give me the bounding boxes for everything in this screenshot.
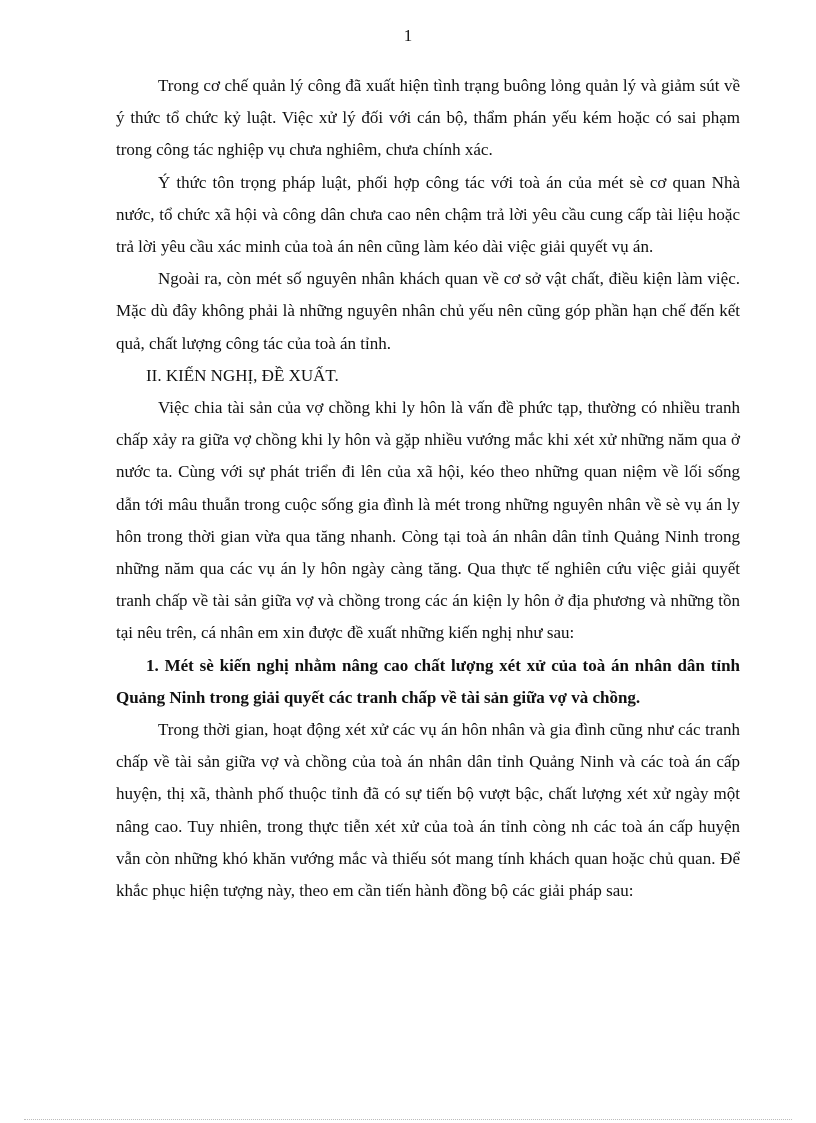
paragraph: Ngoài ra, còn mét số nguyên nhân khách quan về cơ sở vật chất, điều kiện làm việc. Mặc dù đây không phải là những nguyên nhân chủ yếu nên cũng góp phần hạn chế đến kết quả, chất lượng công tác của toà án tỉnh.	[116, 269, 740, 353]
paragraph: Ý thức tôn trọng pháp luật, phối hợp công tác với toà án của mét sè cơ quan Nhà nước, tổ chức xã hội và công dân chưa cao nên chậm trả lời yêu cầu cung cấp tài liệu hoặc trả lời yêu cầu xác minh của toà án nên cũng làm kéo dài việc giải quyết vụ án.	[116, 172, 740, 257]
page-number: 1	[403, 26, 413, 45]
section-heading: II. KIẾN NGHỊ, ĐỀ XUẤT.	[146, 365, 339, 385]
document-body	[116, 70, 740, 907]
paragraph: Trong thời gian, hoạt động xét xử các vụ án hôn nhân và gia đình cũng như các tranh chấp về tài sản giữa vợ và chồng của toà án nhân dân tỉnh Quảng Ninh và các toà án cấp huyện, thị xã, thành phố thuộc tỉnh đã có sự tiến bộ vượt bậc, chất lượng xét xử ngày một nâng cao. Tuy nhiên, trong thực tiễn xét xử của toà án tỉnh còng nh các toà án cấp huyện vẫn còn những khó khăn vướng mắc và thiếu sót mang tính khách quan hoặc chủ quan. Để khắc phục hiện tượng này, theo em cần tiến hành đồng bộ các giải pháp sau:	[116, 720, 740, 901]
paragraph: Việc chia tài sản của vợ chồng khi ly hôn là vấn đề phức tạp, thường có nhiều tranh chấp xảy ra giữa vợ chồng khi ly hôn và gặp nhiều vướng mắc khi xét xử những năm qua ở nước ta. Cùng với sự phát triển đi lên của xã hội, kéo theo những quan niệm về lối sống dẫn tới mâu thuẫn trong cuộc sống gia đình là mét trong những nguyên nhân về sè vụ án ly hôn trong thời gian vừa qua tăng nhanh. Còng tại toà án nhân dân tỉnh Quảng Ninh trong những năm qua các vụ án ly hôn ngày càng tăng. Qua thực tế nghiên cứu việc giải quyết tranh chấp về tài sản giữa vợ và chồng trong các án kiện ly hôn ở địa phương và những tồn tại nêu trên, cá nhân em xin được đề xuất những kiến nghị như sau:	[116, 398, 740, 643]
page-bottom-rule	[24, 1119, 792, 1120]
paragraph: Trong cơ chế quản lý công đã xuất hiện tình trạng buông lỏng quản lý và giảm sút về ý thức tổ chức kỷ luật. Việc xử lý đối với cán bộ, thẩm phán yếu kém hoặc có sai phạm trong công tác nghiệp vụ chưa nghiêm, chưa chính xác.	[116, 76, 740, 160]
subsection-heading: 1. Mét sè kiến nghị nhằm nâng cao chất lượng xét xử của toà án nhân dân tỉnh Quảng Ninh trong giải quyết các tranh chấp về tài sản giữa vợ và chồng.	[116, 655, 740, 707]
